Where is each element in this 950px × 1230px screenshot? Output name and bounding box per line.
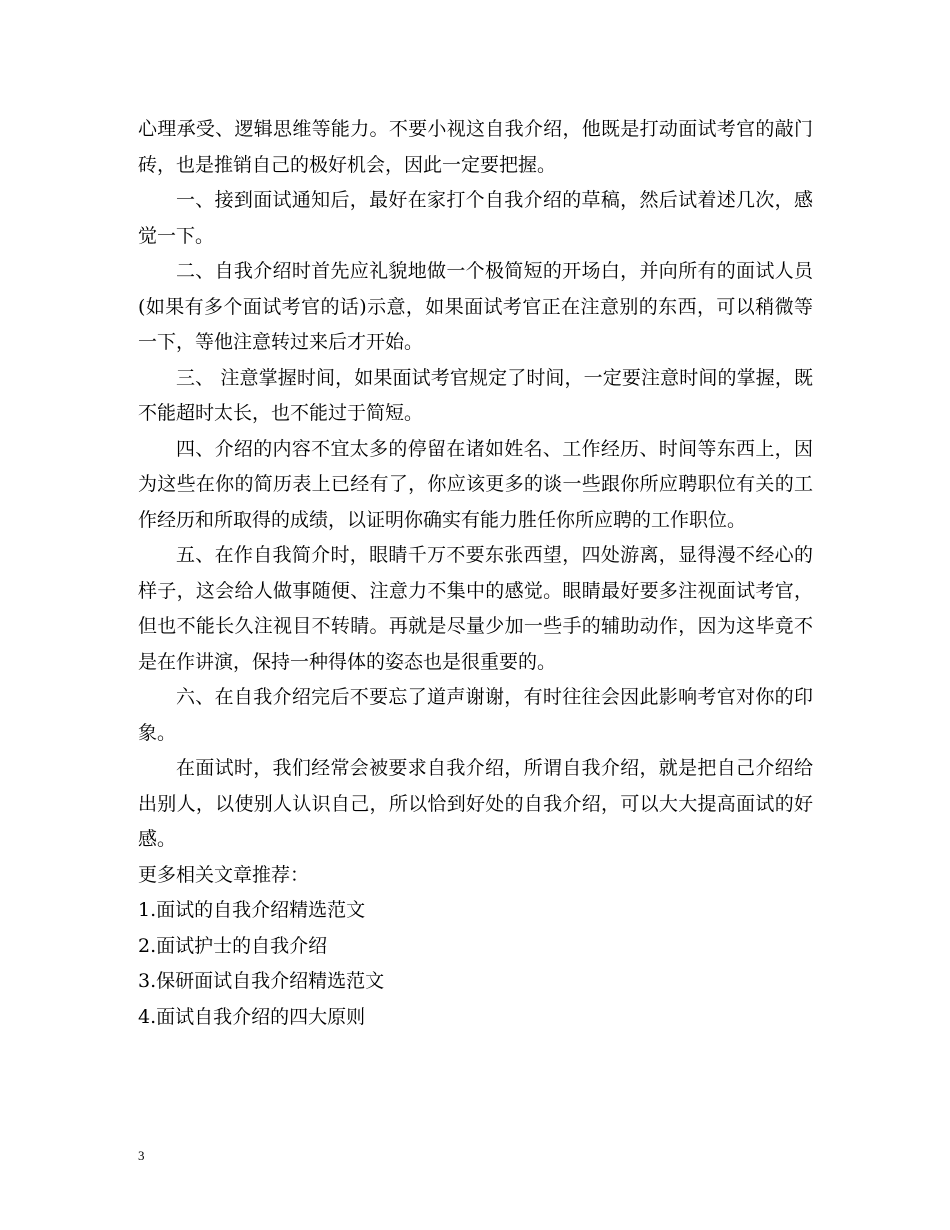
page-number: 3 — [138, 1148, 145, 1163]
paragraph-tip-1: 一、接到面试通知后，最好在家打个自我介绍的草稿，然后试着述几次，感觉一下。 — [138, 189, 813, 247]
paragraph-summary: 在面试时，我们经常会被要求自我介绍，所谓自我介绍，就是把自己介绍给出别人，以使别人认识自己，所以恰到好处的自我介绍，可以大大提高面试的好感。 — [138, 757, 813, 850]
related-link-2[interactable]: 2.面试护士的自我介绍 — [138, 934, 328, 957]
document-body — [138, 112, 813, 1035]
paragraph-tip-3: 三、 注意掌握时间，如果面试考官规定了时间，一定要注意时间的掌握，既不能超时太长，也不能过于简短。 — [138, 366, 813, 424]
paragraph-tip-5: 五、在作自我简介时，眼睛千万不要东张西望，四处游离，显得漫不经心的样子，这会给人做事随便、注意力不集中的感觉。眼睛最好要多注视面试考官，但也不能长久注视目不转睛。再就是尽量少加一些手的辅助动作，因为这毕竟不是在作讲演，保持一种得体的姿态也是很重要的。 — [138, 544, 813, 673]
related-link-1[interactable]: 1.面试的自我介绍精选范文 — [138, 899, 366, 921]
paragraph-tip-6: 六、在自我介绍完后不要忘了道声谢谢，有时往往会因此影响考官对你的印象。 — [138, 686, 813, 744]
related-heading: 更多相关文章推荐： — [138, 863, 310, 886]
paragraph-tip-4: 四、介绍的内容不宜太多的停留在诸如姓名、工作经历、时间等东西上，因为这些在你的简历表上已经有了，你应该更多的谈一些跟你所应聘职位有关的工作经历和所取得的成绩，以证明你确实有能力胜任你所应聘的工作职位。 — [138, 437, 813, 531]
related-link-4[interactable]: 4.面试自我介绍的四大原则 — [138, 1005, 366, 1028]
paragraph-intro-continuation: 心理承受、逻辑思维等能力。不要小视这自我介绍，他既是打动面试考官的敲门砖，也是推销自己的极好机会，因此一定要把握。 — [138, 118, 813, 176]
paragraph-tip-2: 二、自我介绍时首先应礼貌地做一个极简短的开场白，并向所有的面试人员(如果有多个面试考官的话)示意，如果面试考官正在注意别的东西，可以稍微等一下，等他注意转过来后才开始。 — [138, 260, 813, 353]
related-link-3[interactable]: 3.保研面试自我介绍精选范文 — [138, 970, 385, 992]
